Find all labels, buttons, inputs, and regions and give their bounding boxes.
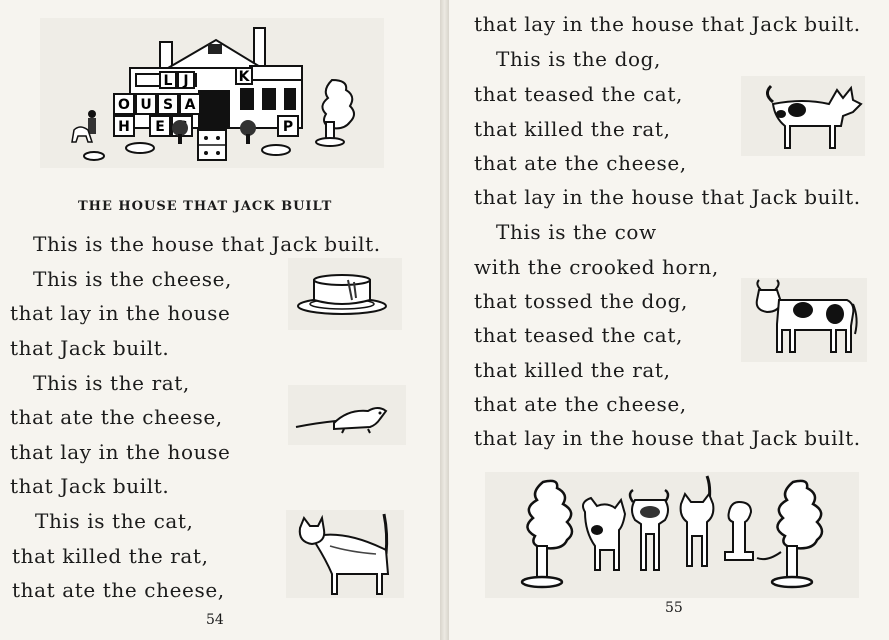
verse-line: that ate the cheese, [474, 151, 687, 175]
block-letter: K [238, 69, 250, 85]
verse-line: This is the cow [496, 220, 657, 244]
block-letter: U [140, 97, 152, 113]
block-letter: A [184, 97, 196, 113]
verse-line: This is the house that Jack built. [33, 232, 381, 256]
book-gutter [440, 0, 449, 640]
verse-line: that lay in the house [10, 301, 231, 325]
verse-line: that teased the cat, [474, 323, 683, 347]
verse-line: that Jack built. [10, 336, 170, 360]
page-number: 55 [665, 600, 683, 616]
verse-line: This is the cat, [35, 509, 194, 533]
verse-line: that lay in the house that Jack built. [474, 426, 861, 450]
dog-illustration [741, 76, 865, 156]
verse-line: that killed the rat, [474, 117, 671, 141]
block-letter: E [155, 119, 165, 135]
story-title: THE HOUSE THAT JACK BUILT [78, 199, 333, 214]
verse-line: that Jack built. [10, 474, 170, 498]
house-illustration [40, 18, 384, 168]
block-letter: L [163, 73, 173, 89]
verse-line: that lay in the house that Jack built. [474, 185, 861, 209]
cat-illustration [286, 510, 404, 598]
page-number: 54 [206, 612, 224, 628]
cow-illustration [741, 278, 867, 362]
verse-line: that teased the cat, [474, 82, 683, 106]
block-letter: S [162, 97, 174, 113]
verse-line: that killed the rat, [12, 544, 209, 568]
left-page [0, 0, 440, 640]
block-letter: H [118, 119, 130, 135]
verse-line: that ate the cheese, [12, 578, 225, 602]
verse-line: This is the rat, [33, 371, 190, 395]
animals-parade-illustration [485, 472, 859, 598]
verse-line: that ate the cheese, [474, 392, 687, 416]
verse-line: with the crooked horn, [474, 255, 719, 279]
verse-line: that killed the rat, [474, 358, 671, 382]
block-letter: P [282, 119, 294, 135]
verse-line: This is the dog, [496, 47, 661, 71]
verse-line: that lay in the house that Jack built. [474, 12, 861, 36]
right-page [449, 0, 889, 640]
cheese-illustration [288, 258, 402, 330]
block-letter: J [183, 73, 189, 89]
verse-line: that tossed the dog, [474, 289, 688, 313]
verse-line: that ate the cheese, [10, 405, 223, 429]
verse-line: that lay in the house [10, 440, 231, 464]
block-letter: O [118, 97, 130, 113]
verse-line: This is the cheese, [33, 267, 232, 291]
rat-illustration [288, 385, 406, 445]
